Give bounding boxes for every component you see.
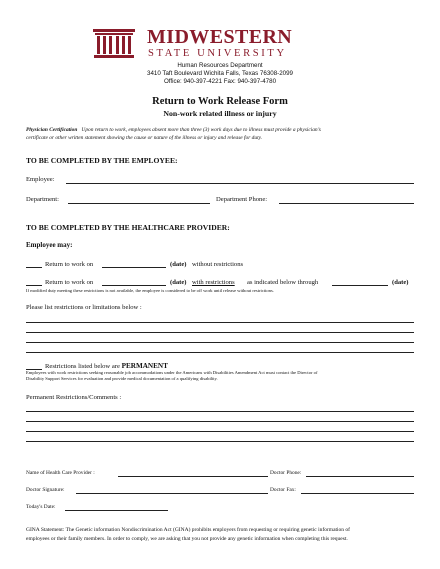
option1-text: Return to work on bbox=[45, 261, 94, 268]
university-logo bbox=[92, 26, 350, 60]
provider-section-heading: TO BE COMPLETED BY THE HEALTHCARE PROVIDER: bbox=[26, 223, 230, 232]
permanent-prefix: Restrictions listed below are bbox=[45, 363, 120, 370]
option2-checkbox-line[interactable] bbox=[26, 285, 42, 286]
comment-line-3[interactable] bbox=[26, 431, 414, 432]
logo-name: MIDWESTERN bbox=[147, 26, 293, 48]
certification-text-1: Upon return to work, employees absent more than three (3) work days due to illness must provide a physician’s bbox=[81, 127, 321, 133]
employee-section-heading: TO BE COMPLETED BY THE EMPLOYEE: bbox=[26, 156, 178, 165]
department-label: Department: bbox=[26, 196, 59, 203]
restriction-line-4[interactable] bbox=[26, 352, 414, 353]
doctor-phone-field[interactable] bbox=[306, 476, 414, 477]
permanent-word: PERMANENT bbox=[121, 362, 168, 370]
gina-line-2: employees or their family members. In order to comply, we are asking that you not provide any genetic information when completing this request. bbox=[26, 535, 348, 542]
permanent-note-2: Disability Support Services for evaluation and provide medical documentation of a qualifying disability. bbox=[26, 376, 218, 382]
permanent-text bbox=[45, 362, 168, 370]
employee-may-label: Employee may: bbox=[26, 241, 73, 249]
comment-line-4[interactable] bbox=[26, 441, 414, 442]
contact-phone: Office: 940-397-4221 Fax: 940-397-4780 bbox=[163, 78, 277, 85]
provider-name-label: Name of Health Care Provider : bbox=[26, 470, 95, 476]
gina-line-1: GINA Statement: The Genetic information Nondiscrimination Act (GINA) prohibits employers from requesting or requiring genetic information of bbox=[26, 527, 351, 533]
restriction-line-1[interactable] bbox=[26, 322, 414, 323]
certification-paragraph bbox=[26, 127, 421, 143]
doctor-signature-field[interactable] bbox=[76, 493, 268, 494]
department-field[interactable] bbox=[68, 203, 210, 204]
building-icon bbox=[92, 26, 136, 60]
employee-field[interactable] bbox=[66, 183, 414, 184]
doctor-fax-label: Doctor Fax: bbox=[270, 487, 296, 493]
certification-text-2: certificate or other written statement showing the cause or nature of the illness or injury and release for duty. bbox=[26, 134, 263, 141]
restriction-line-2[interactable] bbox=[26, 332, 414, 333]
todays-date-field[interactable] bbox=[65, 510, 168, 511]
option2-through-date-field[interactable] bbox=[332, 285, 388, 286]
restrictions-list-label: Please list restrictions or limitations below : bbox=[26, 304, 142, 311]
gina-statement bbox=[26, 526, 350, 543]
option1-post: without restrictions bbox=[192, 261, 244, 268]
option2-date-label: (date) bbox=[170, 279, 187, 286]
form-subtitle: Non-work related illness or injury bbox=[163, 109, 277, 118]
provider-name-field[interactable] bbox=[118, 476, 268, 477]
option1-checkbox-line[interactable] bbox=[26, 267, 42, 268]
option1-date-field[interactable] bbox=[102, 267, 166, 268]
restriction-line-3[interactable] bbox=[26, 342, 414, 343]
permanent-note bbox=[26, 370, 318, 383]
comment-line-1[interactable] bbox=[26, 411, 414, 412]
employee-label: Employee: bbox=[26, 176, 55, 183]
option2-end-date-label: (date) bbox=[392, 279, 409, 286]
department-phone-label: Department Phone: bbox=[216, 196, 268, 203]
certification-label: Physician Certification bbox=[26, 127, 78, 133]
permanent-note-1: Employees with work restrictions seeking reasonable job accommodations under the Americans with Disabilities Amendment Act must contact the Director of bbox=[26, 370, 318, 375]
comment-line-2[interactable] bbox=[26, 421, 414, 422]
todays-date-label: Today's Date: bbox=[26, 504, 56, 510]
option2-restrictions: with restrictions bbox=[192, 279, 235, 286]
logo-subname: STATE UNIVERSITY bbox=[148, 48, 287, 59]
doctor-fax-field[interactable] bbox=[301, 493, 414, 494]
modified-duty-note: If modified duty meeting these restrictions is not available, the employee is considered to be off work until release without restrictions. bbox=[26, 288, 274, 293]
permanent-comments-label: Permanent Restrictions/Comments : bbox=[26, 394, 122, 401]
option2-date-field[interactable] bbox=[102, 285, 166, 286]
option1-date-label: (date) bbox=[170, 261, 187, 268]
option2-through: as indicated below through bbox=[247, 279, 319, 286]
department-phone-field[interactable] bbox=[279, 203, 414, 204]
option2-text: Return to work on bbox=[45, 279, 94, 286]
address: 3410 Taft Boulevard Wichita Falls, Texas 76308-2099 bbox=[147, 70, 293, 77]
form-title: Return to Work Release Form bbox=[152, 96, 288, 107]
doctor-phone-label: Doctor Phone: bbox=[270, 470, 302, 476]
doctor-signature-label: Doctor Signature: bbox=[26, 487, 65, 493]
department-name: Human Resources Department bbox=[177, 62, 263, 69]
